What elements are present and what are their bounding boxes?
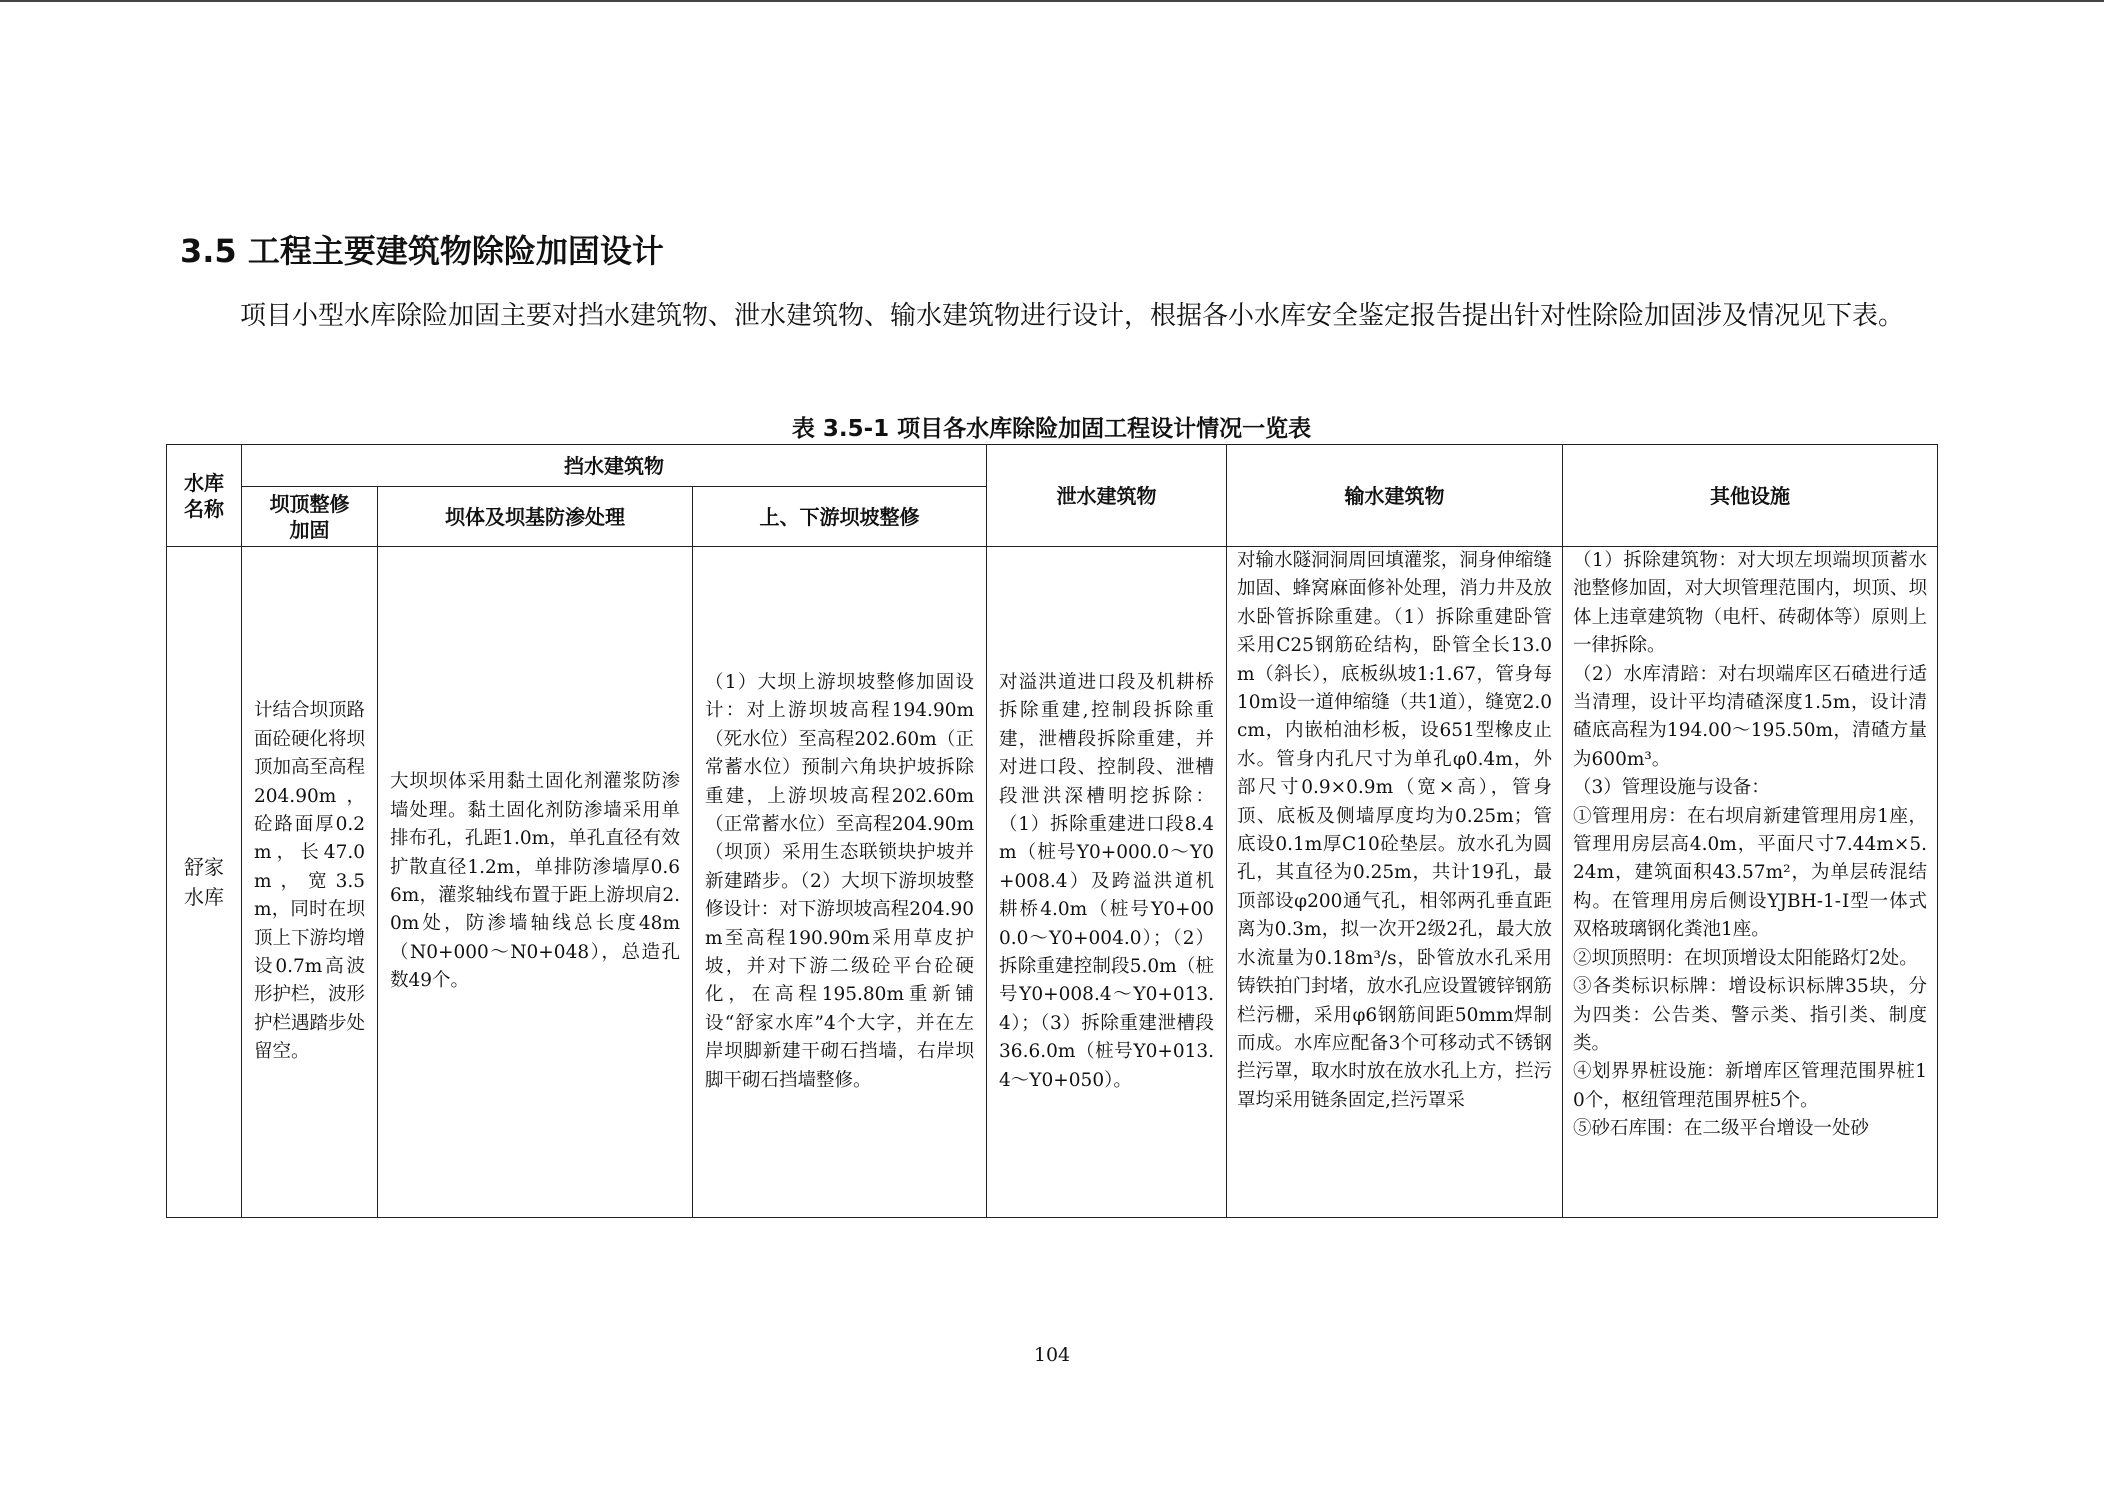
seepage-cell (378, 547, 693, 1218)
conveyance-cell (1227, 547, 1563, 1218)
other-item: ③各类标识标牌：增设标识标牌35块，分为四类：公告类、警示类、指引类、制度类。 (1573, 976, 1928, 1054)
header-other-facilities: 其他设施 (1563, 445, 1938, 547)
reservoir-name-cell (167, 547, 242, 1218)
header-retaining-structures: 挡水建筑物 (242, 445, 987, 487)
header-slope-repair: 上、下游坝坡整修 (693, 487, 987, 547)
other-cell (1563, 547, 1938, 1218)
design-summary-table (166, 444, 1938, 1218)
slope-cell (693, 547, 987, 1218)
conveyance-text: 对输水隧洞洞周回填灌浆，洞身伸缩缝加固、蜂窝麻面修补处理，消力井及放水卧管拆除重建。（1）拆除重建卧管采用C25钢筋砼结构，卧管全长13.0m（斜长），底板纵坡1:1.67，管身每10m设一道伸缩缝（共1道），缝宽2.0cm，内嵌柏油杉板，设651型橡皮止水。管身内孔尺寸为单孔φ0.4m，外部尺寸0.9×0.9m（宽×高），管身顶、底板及侧墙厚度均为0.25m；管底设0.1m厚C10砼垫层。放水孔为圆孔，其直径为0.25m，共计19孔，最顶部设φ200通气孔，相邻两孔垂直距离为0.3m，拟一次开2级2孔，最大放水流量为0.18m³/s，卧管放水孔采用铸铁拍门封堵，放水孔应设置镀锌钢筋栏污栅，采用φ6钢筋间距50mm焊制而成。水库应配备3个可移动式不锈钢拦污罩，取水时放在放水孔上方，拦污罩均采用链条固定,拦污罩采 (1237, 550, 1553, 1111)
other-clip (1563, 547, 1937, 1217)
page-border-top (0, 0, 2104, 2)
header-seepage-control: 坝体及坝基防渗处理 (378, 487, 693, 547)
other-item: ④划界界桩设施：新增库区管理范围界桩10个，枢纽管理范围界桩5个。 (1573, 1061, 1928, 1111)
slope-text: （1）大坝上游坝坡整修加固设计：对上游坝坡高程194.90m（死水位）至高程202.60m（正常蓄水位）预制六角块护坡拆除重建，上游坝坡高程202.60m（正常蓄水位）至高程204.90m（坝顶）采用生态联锁块护坡并新建踏步。（2）大坝下游坝坡整修设计：对下游坝坡高程204.90m至高程190.90m采用草皮护坡，并对下游二级砼平台砼硬化，在高程195.80m重新铺设“舒家水库”4个大字，并在左岸坝脚新建干砌石挡墙，右岸坝脚干砌石挡墙整修。 (705, 671, 975, 1091)
table-caption: 表 3.5-1 项目各水库除险加固工程设计情况一览表 (791, 416, 1312, 442)
crest-text: 计结合坝顶路面砼硬化将坝顶加高至高程204.90m，砼路面厚0.2m，长47.0m，宽3.5m，同时在坝顶上下游均增设0.7m高波形护栏，波形护栏遇踏步处留空。 (254, 700, 366, 1063)
other-item: （3）管理设施与设备： (1573, 777, 1770, 799)
other-item: （2）水库清踣：对右坝端库区石碴进行适当清理，设计平均清碴深度1.5m，设计清碴底高程为194.00～195.50m，清碴方量为600m³。 (1573, 663, 1928, 770)
spillway-cell (987, 547, 1227, 1218)
section-heading: 3.5 工程主要建筑物除险加固设计 (180, 232, 664, 270)
intro-paragraph: 项目小型水库除险加固主要对挡水建筑物、泄水建筑物、输水建筑物进行设计，根据各小水库安全鉴定报告提出针对性除险加固涉及情况见下表。 (240, 301, 1905, 331)
header-crest-repair: 坝顶整修加固 (242, 487, 378, 547)
other-item: ⑤砂石库围：在二级平台增设一处砂 (1573, 1118, 1870, 1140)
other-item: ②坝顶照明：在坝顶增设太阳能路灯2处。 (1573, 947, 1918, 969)
seepage-text: 大坝坝体采用黏土固化剂灌浆防渗墙处理。黏土固化剂防渗墙采用单排布孔，孔距1.0m，单孔直径有效扩散直径1.2m，单排防渗墙厚0.66m，灌浆轴线布置于距上游坝肩2.0m处，防渗墙轴线总长度48m（N0+000～N0+048），总造孔数49个。 (390, 771, 680, 992)
header-spillway: 泄水建筑物 (987, 445, 1227, 547)
reservoir-name: 舒家水库 (184, 855, 224, 909)
conveyance-clip (1227, 547, 1562, 1217)
spillway-text: 对溢洪道进口段及机耕桥拆除重建,控制段拆除重建，泄槽段拆除重建，并对进口段、控制段、泄槽段泄洪深槽明挖拆除：（1）拆除重建进口段8.4m（桩号Y0+000.0～Y0+008.4）及跨溢洪道机耕桥4.0m（桩号Y0+000.0～Y0+004.0）；（2）拆除重建控制段5.0m（桩号Y0+008.4～Y0+013.4）；（3）拆除重建泄槽段36.6.0m（桩号Y0+013.4～Y0+050）。 (999, 671, 1215, 1091)
header-reservoir-name: 水库名称 (167, 445, 242, 547)
crest-cell (242, 547, 378, 1218)
page-number: 104 (1033, 1344, 1071, 1366)
other-item: ①管理用房：在右坝肩新建管理用房1座，管理用房层高4.0m，平面尺寸7.44m×5.24m，建筑面积43.57m²，为单层砖混结构。在管理用房后侧设YJBH-1-Ⅰ型一体式双格玻璃钢化粪池1座。 (1573, 805, 1928, 941)
header-conveyance: 输水建筑物 (1227, 445, 1563, 547)
other-item: （1）拆除建筑物：对大坝左坝端坝顶蓄水池整修加固，对大坝管理范围内，坝顶、坝体上违章建筑物（电杆、砖砌体等）原则上一律拆除。 (1573, 550, 1928, 657)
